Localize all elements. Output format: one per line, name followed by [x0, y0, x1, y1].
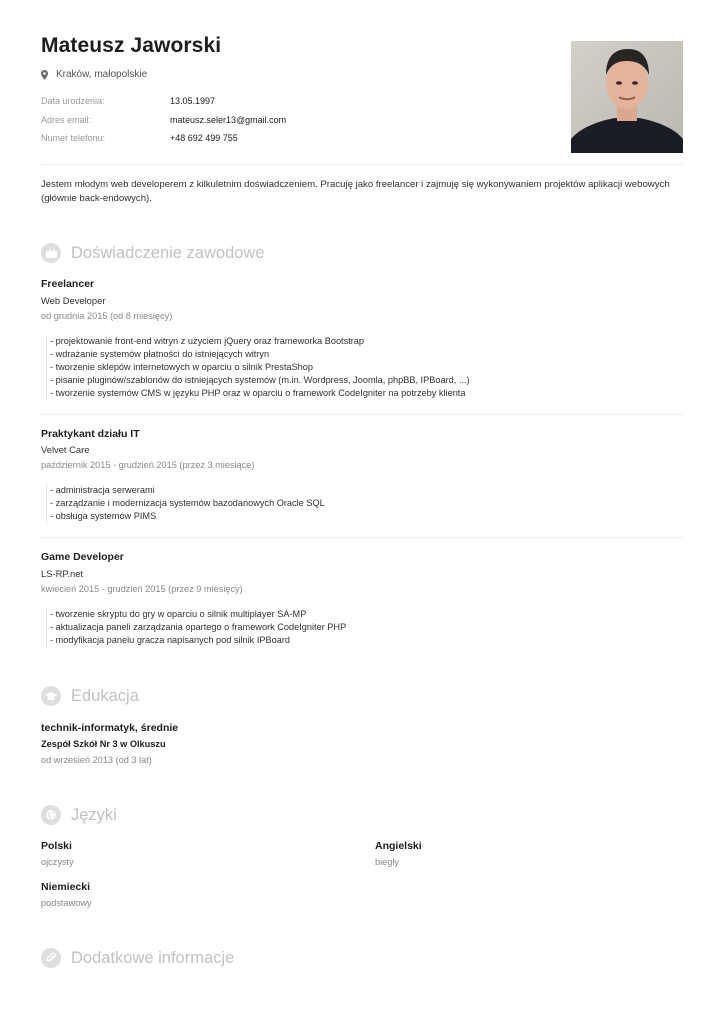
- section-title: Edukacja: [71, 686, 139, 705]
- duty-item: - obsługa systemów PIMS: [50, 510, 157, 521]
- duty-item: - pisanie pluginów/szablonów do istniejących systemów (m.in. Wordpress, Joomla, phpBB, IPBoard, ...): [50, 374, 470, 385]
- section-languages-header: [41, 805, 117, 825]
- divider: [41, 164, 683, 165]
- language-name: Polski: [41, 840, 72, 852]
- job-dates: od grudnia 2015 (od 8 miesięcy): [41, 311, 173, 321]
- job-title: Praktykant działu IT: [41, 428, 140, 440]
- section-additional-header: [41, 948, 234, 968]
- graduation-cap-icon: [41, 686, 61, 706]
- location-text: Kraków, małopolskie: [56, 69, 148, 80]
- divider: [41, 414, 683, 415]
- section-title: Języki: [71, 805, 117, 824]
- paperclip-icon: [41, 948, 61, 968]
- job-duties: [46, 484, 325, 523]
- section-education-header: [41, 686, 139, 706]
- duty-item: - tworzenie systemów CMS w języku PHP oraz w oparciu o framework CodeIgniter na potrzeby klienta: [50, 387, 466, 398]
- section-experience-header: [41, 243, 265, 263]
- duty-item: - wdrażanie systemów płatności do istniejących witryn: [50, 348, 270, 359]
- job-company: Web Developer: [41, 295, 106, 306]
- duty-item: - tworzenie skryptu do gry w oparciu o silnik multiplayer SA-MP: [50, 609, 307, 619]
- education-dates: od wrzesień 2013 (od 3 lat): [41, 755, 152, 765]
- job-duties: [46, 608, 346, 647]
- language-name: Niemiecki: [41, 881, 91, 893]
- job-title: Freelancer: [41, 278, 95, 290]
- person-name: Mateusz Jaworski: [41, 34, 222, 57]
- job-company: LS-RP.net: [41, 568, 84, 579]
- education-school: Zespół Szkół Nr 3 w Olkuszu: [41, 739, 166, 749]
- section-title: Dodatkowe informacje: [71, 948, 235, 967]
- duty-item: - aktualizacja paneli zarządzania opartego o framework CodeIgniter PHP: [50, 621, 347, 632]
- duty-item: - zarządzanie i modernizacja systemów bazodanowych Oracle SQL: [50, 497, 325, 508]
- location: [41, 69, 147, 80]
- info-row-phone: [41, 133, 238, 143]
- info-row-birthdate: [41, 96, 215, 106]
- job-dates: październik 2015 - grudzień 2015 (przez 3 miesiące): [41, 460, 255, 470]
- language-level: biegły: [375, 857, 400, 867]
- info-value: +48 692 499 755: [170, 133, 238, 143]
- info-value[interactable]: mateusz.seler13@gmail.com: [170, 115, 287, 125]
- info-value: 13.05.1997: [170, 96, 216, 106]
- divider: [41, 537, 683, 538]
- briefcase-icon: [41, 243, 61, 263]
- info-label: Adres email:: [41, 115, 92, 125]
- profile-photo: [571, 41, 683, 153]
- info-label: Numer telefonu:: [41, 133, 106, 143]
- summary-text: Jestem młodym web developerem z kilkuletnim doświadczeniem. Pracuję jako freelancer i zajmuję się wykonywaniem projektów aplikacji webowych (głównie back-endowych).: [41, 179, 670, 204]
- duty-item: - modyfikacja panelu gracza napisanych pod silnik IPBoard: [50, 634, 291, 645]
- language-level: podstawowy: [41, 898, 92, 908]
- globe-icon: [41, 805, 61, 825]
- job-dates: kwiecień 2015 - grudzień 2015 (przez 9 miesięcy): [41, 584, 243, 594]
- info-row-email: [41, 115, 286, 125]
- language-name: Angielski: [375, 840, 422, 852]
- job-duties: [46, 335, 470, 400]
- education-degree: technik-informatyk, średnie: [41, 722, 179, 734]
- section-title: Doświadczenie zawodowe: [71, 243, 265, 262]
- info-label: Data urodzenia:: [41, 96, 105, 106]
- duty-item: - administracja serwerami: [50, 485, 155, 495]
- job-title: Game Developer: [41, 551, 124, 563]
- duty-item: - tworzenie sklepów internetowych w oparciu o silnik PrestaShop: [50, 361, 313, 372]
- map-pin-icon: [41, 70, 48, 80]
- job-company: Velvet Care: [41, 444, 90, 455]
- language-level: ojczysty: [41, 857, 74, 867]
- duty-item: - projektowanie front-end witryn z użyciem jQuery oraz frameworka Bootstrap: [50, 336, 365, 346]
